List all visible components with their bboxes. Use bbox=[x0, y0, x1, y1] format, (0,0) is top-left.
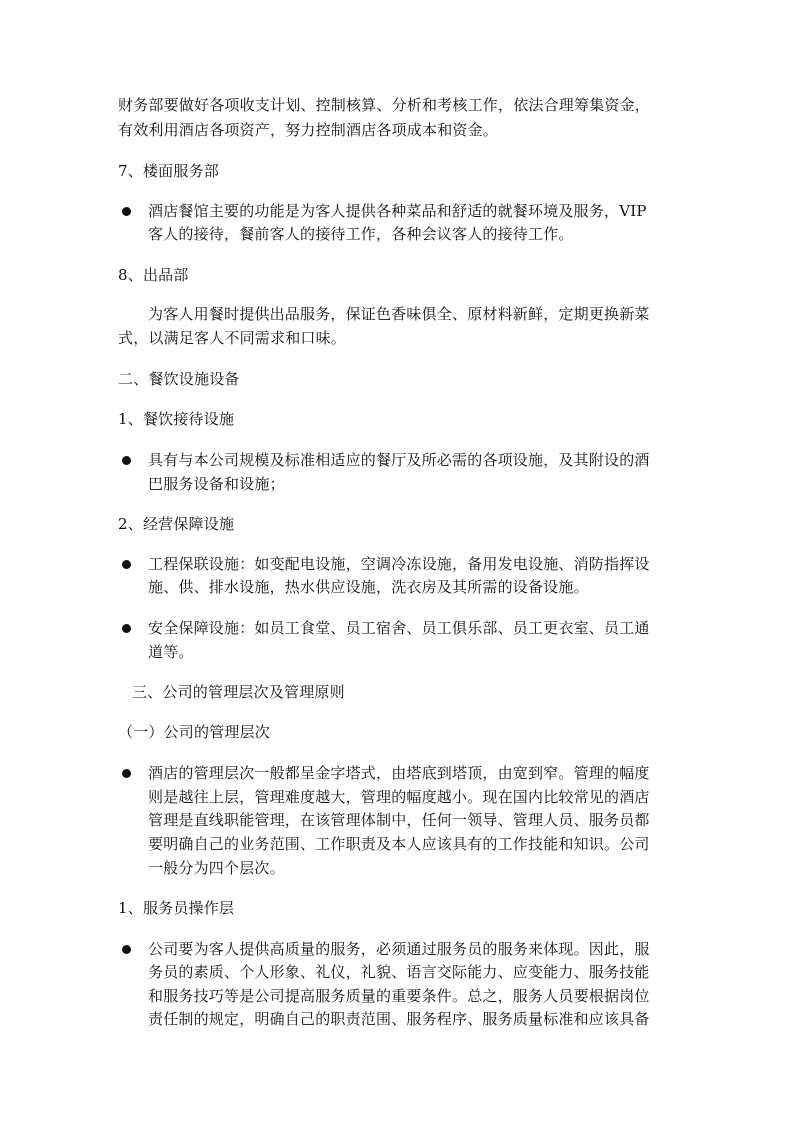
heading-operational-facilities: 2、经营保障设施 bbox=[118, 515, 235, 533]
paragraph-output-line-1: 为客人用餐时提供出品服务，保证色香味俱全、原材料新鲜，定期更换新菜 bbox=[148, 305, 650, 323]
intro-line-2: 有效利用酒店各项资产，努力控制酒店各项成本和资金。 bbox=[118, 121, 499, 139]
bullet-5-line-3: 管理是直线职能管理，在该管理体制中，任何一领导、管理人员、服务员都 bbox=[148, 811, 650, 829]
bullet-1-line-2: 客人的接待，餐前客人的接待工作，各种会议客人的接待工作。 bbox=[148, 225, 574, 243]
bullet-dot bbox=[122, 624, 131, 633]
bullet-dot bbox=[122, 207, 131, 216]
heading-company-levels: （一）公司的管理层次 bbox=[118, 723, 271, 741]
bullet-3-line-1: 工程保联设施：如变配电设施，空调冷冻设施，备用发电设施、消防指挥设 bbox=[148, 555, 650, 573]
bullet-6-line-4: 责任制的规定，明确自己的职责范围、服务程序、服务质量标准和应该具备 bbox=[148, 1010, 650, 1028]
bullet-5-line-5: 一般分为四个层次。 bbox=[148, 859, 285, 877]
bullet-dot bbox=[122, 945, 131, 954]
bullet-2-line-2: 巴服务设备和设施； bbox=[148, 475, 285, 493]
heading-service-staff: 1、服务员操作层 bbox=[118, 899, 235, 917]
bullet-5-line-1: 酒店的管理层次一般都呈金字塔式，由塔底到塔顶，由宽到窄。管理的幅度 bbox=[148, 764, 650, 782]
bullet-dot bbox=[122, 769, 131, 778]
heading-kitchen-output: 8、出品部 bbox=[118, 266, 189, 284]
bullet-5-line-2: 则是越往上层，管理难度越大，管理的幅度越小。现在国内比较常见的酒店 bbox=[148, 788, 650, 806]
bullet-4-line-1: 安全保障设施：如员工食堂、员工宿舍、员工俱乐部、员工更衣室、员工通 bbox=[148, 619, 650, 637]
bullet-dot bbox=[122, 456, 131, 465]
heading-facilities: 二、餐饮设施设备 bbox=[118, 370, 240, 388]
heading-reception-facilities: 1、餐饮接待设施 bbox=[118, 410, 235, 428]
intro-line-1: 财务部要做好各项收支计划、控制核算、分析和考核工作，依法合理筹集资金， bbox=[118, 96, 651, 114]
bullet-2-line-1: 具有与本公司规模及标准相适应的餐厅及所必需的各项设施，及其附设的酒 bbox=[148, 451, 650, 469]
bullet-5-line-4: 要明确自己的业务范围、工作职责及本人应该具有的工作技能和知识。公司 bbox=[148, 835, 650, 853]
paragraph-output-line-2: 式，以满足客人不同需求和口味。 bbox=[118, 329, 347, 347]
bullet-6-line-2: 务员的素质、个人形象、礼仪，礼貌、语言交际能力、应变能力、服务技能 bbox=[148, 963, 650, 981]
bullet-4-line-2: 道等。 bbox=[148, 643, 194, 661]
heading-management-levels: 三、公司的管理层次及管理原则 bbox=[132, 683, 345, 701]
bullet-1-line-1: 酒店餐馆主要的功能是为客人提供各种菜品和舒适的就餐环境及服务，VIP bbox=[148, 202, 647, 220]
bullet-6-line-3: 和服务技巧等是公司提高服务质量的重要条件。总之，服务人员要根据岗位 bbox=[148, 987, 650, 1005]
heading-floor-service: 7、楼面服务部 bbox=[118, 162, 219, 180]
bullet-6-line-1: 公司要为客人提供高质量的服务，必须通过服务员的服务来体现。因此，服 bbox=[148, 940, 650, 958]
bullet-dot bbox=[122, 560, 131, 569]
bullet-3-line-2: 施、供、排水设施，热水供应设施，洗衣房及其所需的设备设施。 bbox=[148, 578, 589, 596]
